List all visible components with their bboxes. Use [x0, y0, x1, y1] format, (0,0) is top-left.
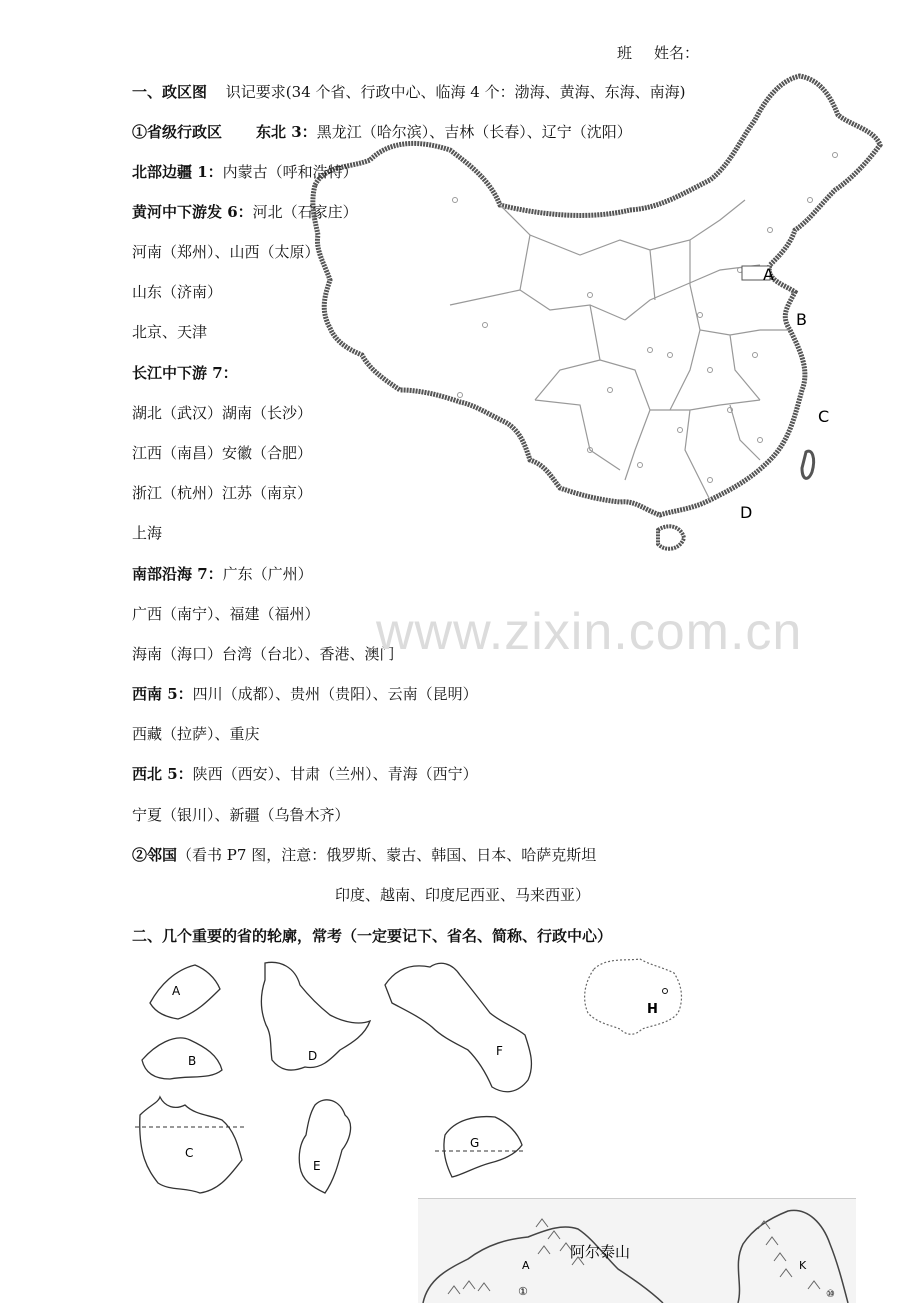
- sea-label-c: C: [818, 407, 830, 426]
- bottom-label-a: A: [522, 1259, 530, 1272]
- shape-label-h: H: [647, 1002, 658, 1017]
- text-line-15: 西南 5：四川（成都）、贵州（贵阳）、云南（昆明）: [132, 685, 478, 703]
- shape-label-d: D: [308, 1049, 318, 1063]
- bottom-marker-10: ⑩: [826, 1289, 835, 1300]
- text-line-5: 山东（济南）: [132, 283, 223, 301]
- shape-label-g: G: [470, 1136, 480, 1150]
- text-line-3: 黄河中下游发 6：河北（石家庄）: [132, 203, 358, 221]
- province-shape-g: [444, 1117, 522, 1177]
- text-line-2: 北部边疆 1：内蒙古（呼和浩特）: [132, 163, 358, 181]
- sea-label-d: D: [740, 503, 753, 522]
- province-shape-e: [299, 1100, 350, 1193]
- section2-heading: 二、几个重要的省的轮廓，常考（一定要记下、省名、简称、行政中心）: [132, 927, 613, 945]
- watermark: www.zixin.com.cn: [376, 603, 803, 661]
- shape-label-a: A: [172, 984, 181, 998]
- province-boundaries: [450, 200, 790, 500]
- province-outlines: [130, 955, 570, 1200]
- text-line-16: 西藏（拉萨）、重庆: [132, 725, 260, 743]
- text-line-17: 西北 5：陕西（西安）、甘肃（兰州）、青海（西宁）: [132, 765, 478, 783]
- text-line-19: ②邻国（看书 P7 图，注意：俄罗斯、蒙古、韩国、日本、哈萨克斯坦: [132, 846, 597, 864]
- text-line-18: 宁夏（银川）、新疆（乌鲁木齐）: [132, 806, 350, 824]
- text-line-4: 河南（郑州）、山西（太原）: [132, 243, 320, 261]
- shape-label-b: B: [188, 1054, 197, 1068]
- text-line-14: 海南（海口）台湾（台北）、香港、澳门: [132, 645, 395, 663]
- taiwan-island: [802, 451, 814, 478]
- shape-label-f: F: [496, 1044, 503, 1058]
- text-line-8: 湖北（武汉）湖南（长沙）: [132, 404, 313, 422]
- province-shape-b: [142, 1038, 222, 1079]
- text-line-12: 南部沿海 7：广东（广州）: [132, 565, 313, 583]
- name-label: 姓名：: [654, 44, 700, 62]
- bottom-label-k: K: [799, 1259, 807, 1272]
- text-line-9: 江西（南昌）安徽（合肥）: [132, 444, 313, 462]
- mountain-label: 阿尔泰山: [570, 1243, 631, 1261]
- shape-label-e: E: [313, 1159, 321, 1173]
- bottom-marker-1: ①: [518, 1285, 528, 1298]
- province-shape-a: [150, 965, 220, 1019]
- hainan-island: [658, 526, 684, 549]
- province-shape-c: [140, 1097, 242, 1193]
- text-line-1: ①省级行政区 东北 3：黑龙江（哈尔滨）、吉林（长春）、辽宁（沈阳）: [132, 123, 632, 141]
- section1-heading: 一、政区图 识记要求(34 个省、行政中心、临海 4 个：渤海、黄海、东海、南海): [132, 83, 686, 101]
- sea-label-a: A: [763, 265, 774, 284]
- student-info: [617, 42, 721, 63]
- text-line-11: 上海: [132, 524, 163, 542]
- china-political-map: [290, 70, 890, 560]
- bottom-terrain-map: [418, 1198, 856, 1303]
- text-line-10: 浙江（杭州）江苏（南京）: [132, 484, 313, 502]
- province-shape-f: [385, 963, 531, 1091]
- province-outline-h: [572, 955, 692, 1040]
- shape-label-c: C: [185, 1146, 194, 1160]
- sea-label-b: B: [796, 310, 807, 329]
- text-line-13: 广西（南宁）、福建（福州）: [132, 605, 320, 623]
- class-label: 班: [617, 44, 633, 62]
- neighbors-continued: 印度、越南、印度尼西亚、马来西亚）: [335, 886, 591, 904]
- text-line-7: 长江中下游 7：: [132, 364, 238, 382]
- text-line-6: 北京、天津: [132, 323, 208, 341]
